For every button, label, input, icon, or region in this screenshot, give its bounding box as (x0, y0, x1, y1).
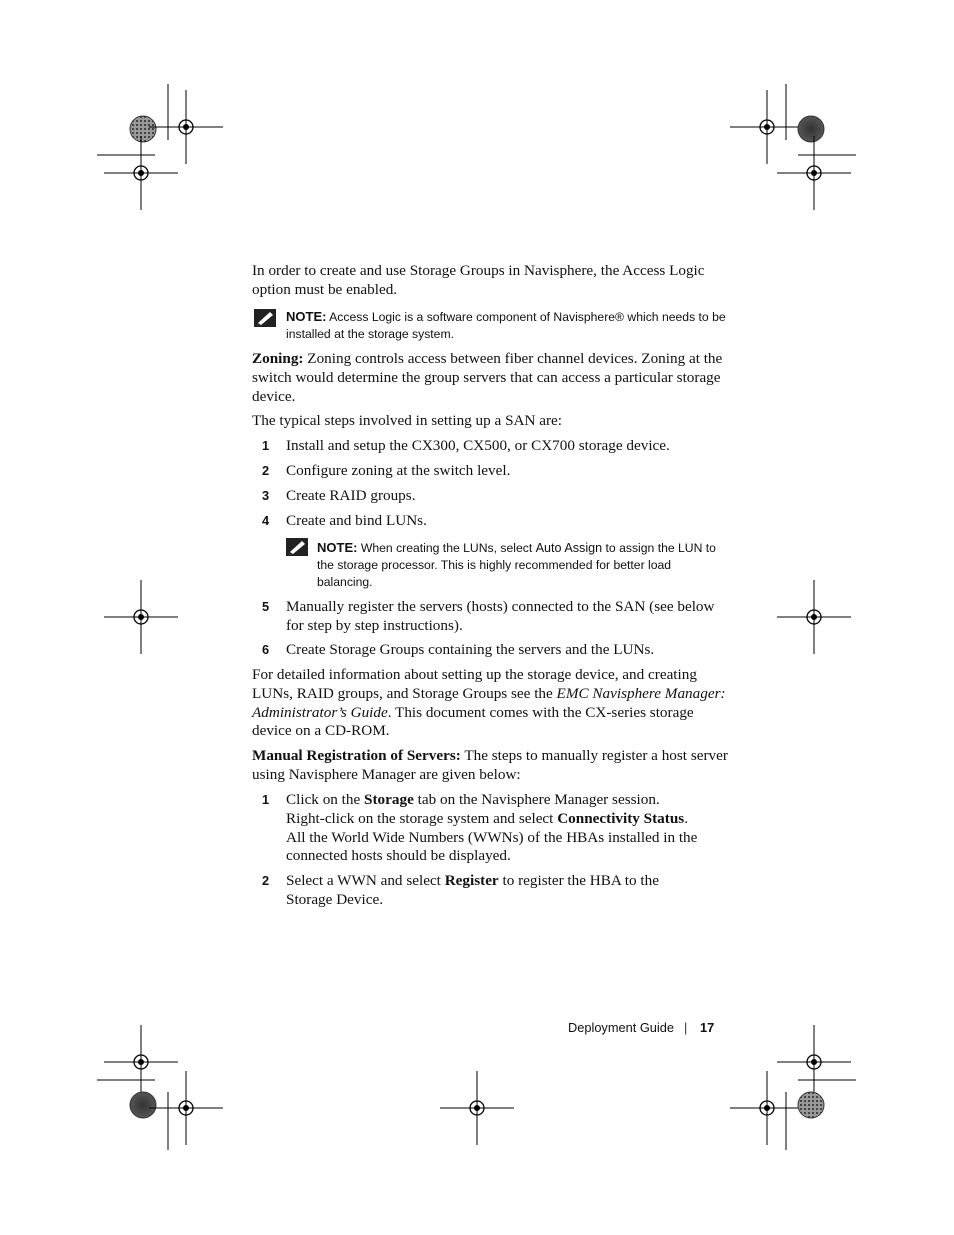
step-text: Manually register the servers (hosts) connected to the SAN (see below for step by step instructions). (286, 598, 715, 634)
detail-paragraph (252, 666, 730, 741)
step-text: Create and bind LUNs. (286, 512, 427, 529)
note-text: to assign the LUN to the storage processor. This is highly recommended for better load balancing. (317, 541, 716, 590)
step-text: Right-click on the storage system and select (286, 809, 554, 827)
step-number: 3 (262, 488, 270, 503)
step-text: Click on the (286, 791, 361, 808)
ui-term: Register (444, 872, 499, 889)
step-text: to register the HBA to the Storage Device. (286, 872, 659, 908)
step-text: tab on the Navisphere Manager session. (417, 791, 660, 808)
step-text: Select a WWN and select (286, 872, 441, 889)
step-text: Create Storage Groups containing the servers and the LUNs. (286, 641, 655, 658)
registration-mark-icon (777, 1025, 851, 1099)
registration-mark-icon (440, 1071, 514, 1145)
color-target (798, 116, 824, 142)
note-access-logic (286, 308, 732, 343)
step-text (286, 791, 730, 866)
registration-mark-icon (730, 90, 804, 164)
manual-label: Manual Registration of Servers: (252, 747, 461, 764)
step-number: 4 (262, 513, 270, 528)
typical-steps-intro: The typical steps involved in setting up a SAN are: (252, 412, 563, 429)
manual-registration-paragraph (252, 747, 730, 785)
color-target (130, 116, 156, 142)
note-label: NOTE: (286, 309, 327, 324)
zoning-paragraph (252, 350, 730, 406)
registration-mark-icon (777, 136, 851, 210)
step-text: Create RAID groups. (286, 487, 416, 504)
guide-title: EMC Navisphere Manager: Administrator’s Guide (252, 684, 726, 721)
step-line: All the World Wide Numbers (WWNs) of the HBAs installed in the connected hosts should be displayed. (286, 828, 698, 865)
manual-text: The steps to manually register a host server using Navisphere Manager are given below: (252, 747, 728, 783)
step-text: Install and setup the CX300, CX500, or CX700 storage device. (286, 437, 670, 454)
color-target (130, 1092, 156, 1118)
registration-mark-icon (777, 580, 851, 654)
step-text: . (684, 809, 688, 827)
step-number: 2 (262, 463, 270, 478)
ui-term: Storage (364, 791, 414, 808)
step-number: 1 (262, 792, 270, 807)
note-text: Access Logic is a software component of Navisphere® which needs to be installed at the storage system. (286, 310, 726, 342)
intro-paragraph: In order to create and use Storage Groups in Navisphere, the Access Logic option must be enabled. (252, 262, 705, 298)
registration-mark-icon (149, 1071, 223, 1145)
step-line (286, 810, 730, 829)
detail-text: For detailed information about setting up the storage device, and creating LUNs, RAID groups, and Storage Groups see the (252, 666, 697, 702)
footer-title: Deployment Guide (568, 1020, 674, 1035)
zoning-text: Zoning controls access between fiber channel devices. Zoning at the switch would determine the group servers that can access a particular storage device. (252, 350, 723, 405)
step-line (286, 791, 730, 810)
color-target (798, 1092, 824, 1118)
step-text: Configure zoning at the switch level. (286, 462, 511, 479)
registration-mark-icon (730, 1071, 804, 1145)
step-number: 1 (262, 438, 270, 453)
note-label: NOTE: (317, 540, 358, 555)
note-auto-assign (317, 539, 717, 592)
registration-mark-icon (104, 1025, 178, 1099)
note-pencil-icon (286, 538, 308, 556)
note-emphasis: Auto Assign (535, 541, 603, 555)
note-pencil-icon (254, 309, 276, 327)
ui-term: Connectivity Status (557, 809, 685, 827)
registration-mark-icon (104, 580, 178, 654)
detail-text: . This document comes with the CX-series storage device on a CD-ROM. (252, 703, 694, 740)
step-number: 2 (262, 873, 270, 888)
step-number: 6 (262, 642, 270, 657)
registration-mark-icon (104, 136, 178, 210)
note-text: When creating the LUNs, select (360, 541, 533, 555)
zoning-label: Zoning: (252, 350, 304, 367)
step-number: 5 (262, 599, 270, 614)
footer-separator: | (684, 1020, 688, 1035)
registration-mark-icon (149, 90, 223, 164)
step-text (286, 872, 686, 910)
page-number: 17 (700, 1020, 715, 1035)
